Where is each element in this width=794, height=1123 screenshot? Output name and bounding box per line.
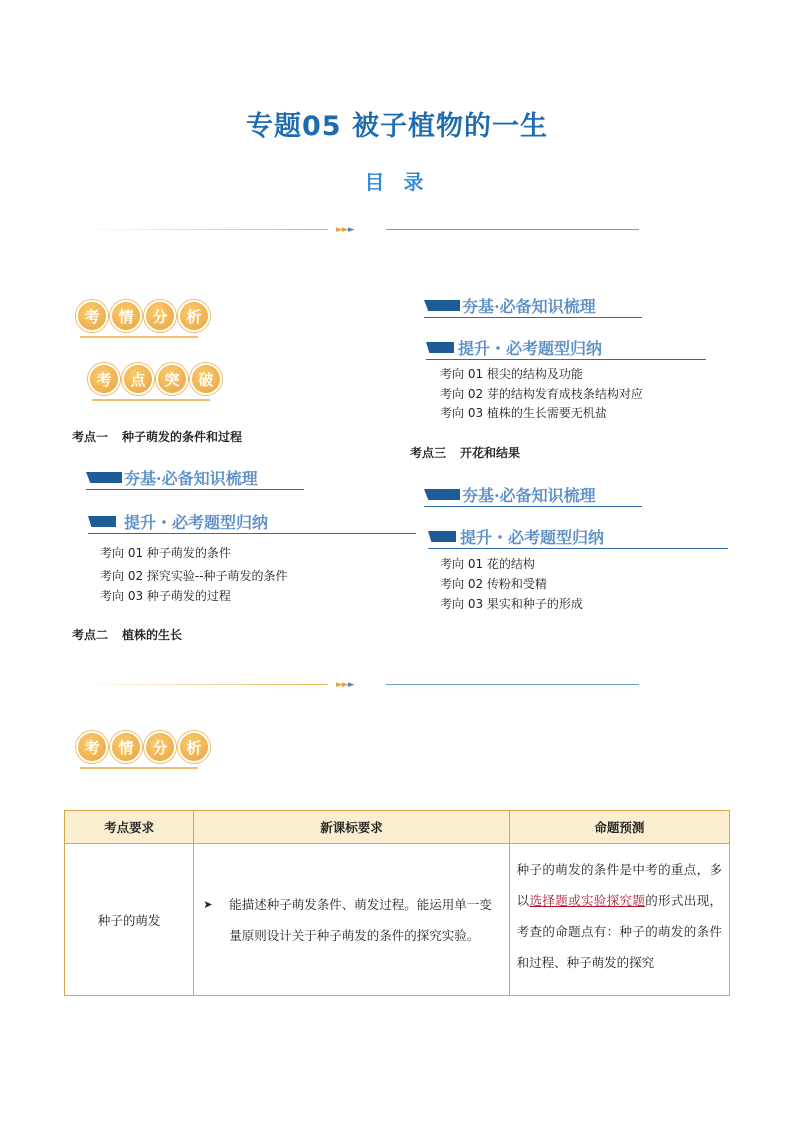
prediction-highlight: 选择题或实验探究题 [529, 892, 646, 908]
analysis-badge[interactable] [76, 300, 212, 332]
badge-char: 破 [190, 363, 222, 395]
cell-prediction [509, 844, 729, 996]
toc-item[interactable]: 考向 03 种子萌发的过程 [100, 589, 231, 603]
toc-item[interactable]: 考向 02 传粉和受精 [440, 577, 547, 591]
cell-point: 种子的萌发 [65, 844, 194, 996]
toc-improve-section[interactable] [88, 512, 416, 534]
section-label: 夯基·必备知识梳理 [462, 486, 596, 505]
section-label: 夯基·必备知识梳理 [462, 297, 596, 316]
toc-base-section[interactable] [424, 296, 642, 318]
table-row [65, 844, 730, 996]
prediction-text-cont: 的形式出现，考查的命题点有：种子的萌发的条件和过程、种子萌发的探究 [516, 892, 722, 970]
toc-item[interactable]: 考向 02 探究实验--种子萌发的条件 [100, 569, 288, 583]
section-label: 提升・必考题型归纳 [124, 513, 269, 532]
toc-item[interactable]: 考向 01 种子萌发的条件 [100, 546, 231, 560]
badge-char: 考 [88, 363, 120, 395]
header-prediction: 命题预测 [509, 811, 729, 844]
point-prefix: 考点三 [410, 446, 447, 460]
section-label: 提升・必考题型归纳 [460, 528, 605, 547]
badge-char: 分 [144, 300, 176, 332]
standard-text: 能描述种子萌发条件、萌发过程。能运用单一变量原则设计关于种子萌发的条件的探究实验。 [229, 896, 492, 943]
badge-char: 析 [178, 731, 210, 763]
toc-point-2[interactable] [72, 626, 182, 643]
toc-item[interactable]: 考向 01 根尖的结构及功能 [440, 367, 583, 381]
badge-char: 考 [76, 300, 108, 332]
point-prefix: 考点二 [72, 628, 109, 642]
badge-char: 情 [110, 300, 142, 332]
point-name: 开花和结果 [460, 446, 521, 460]
badge-underline [92, 399, 210, 401]
section-bar-icon [424, 300, 460, 311]
prediction-text: 种子的萌发的条件是中考的重点，多以 [516, 861, 722, 908]
toc-item[interactable]: 考向 01 花的结构 [440, 557, 535, 571]
requirements-table [64, 810, 730, 996]
section-label: 夯基·必备知识梳理 [124, 469, 258, 488]
header-standard: 新课标要求 [194, 811, 509, 844]
badge-char: 考 [76, 731, 108, 763]
toc-heading: 目 录 [364, 170, 430, 194]
cell-standard [194, 844, 509, 996]
badge-char: 突 [156, 363, 188, 395]
toc-point-1[interactable] [72, 428, 242, 445]
toc-improve-section[interactable] [428, 527, 728, 549]
badge-char: 情 [110, 731, 142, 763]
page-title: 专题05 被子植物的一生 [246, 111, 548, 142]
toc-base-section[interactable] [86, 468, 304, 490]
toc-item[interactable]: 考向 02 芽的结构发育成枝条结构对应 [440, 387, 643, 401]
toc-point-3[interactable] [410, 444, 520, 461]
table-header-row [65, 811, 730, 844]
toc-item[interactable]: 考向 03 果实和种子的形成 [440, 597, 583, 611]
breakthrough-badge[interactable] [88, 363, 224, 395]
toc-item[interactable]: 考向 03 植株的生长需要无机盐 [440, 406, 607, 420]
divider-top [78, 224, 639, 236]
point-name: 植株的生长 [122, 628, 183, 642]
point-name: 种子萌发的条件和过程 [122, 430, 243, 444]
point-prefix: 考点一 [72, 430, 109, 444]
section-bar-icon [88, 516, 116, 527]
header-point: 考点要求 [65, 811, 194, 844]
badge-char: 点 [122, 363, 154, 395]
section-bar-icon [424, 489, 460, 500]
badge-underline [80, 767, 198, 769]
section-bar-icon [426, 342, 454, 353]
badge-char: 析 [178, 300, 210, 332]
toc-base-section[interactable] [424, 485, 642, 507]
section-label: 提升・必考题型归纳 [458, 339, 603, 358]
divider-bottom [78, 679, 639, 691]
analysis-section-badge [76, 731, 212, 763]
toc-improve-section[interactable] [426, 338, 706, 360]
section-bar-icon [86, 472, 122, 483]
section-bar-icon [428, 531, 456, 542]
arrow-decoration-icon: ►►► [336, 680, 354, 690]
arrow-decoration-icon: ►►► [336, 225, 354, 235]
badge-char: 分 [144, 731, 176, 763]
bullet-arrow-icon: ➤ [203, 897, 213, 911]
badge-underline [80, 336, 198, 338]
